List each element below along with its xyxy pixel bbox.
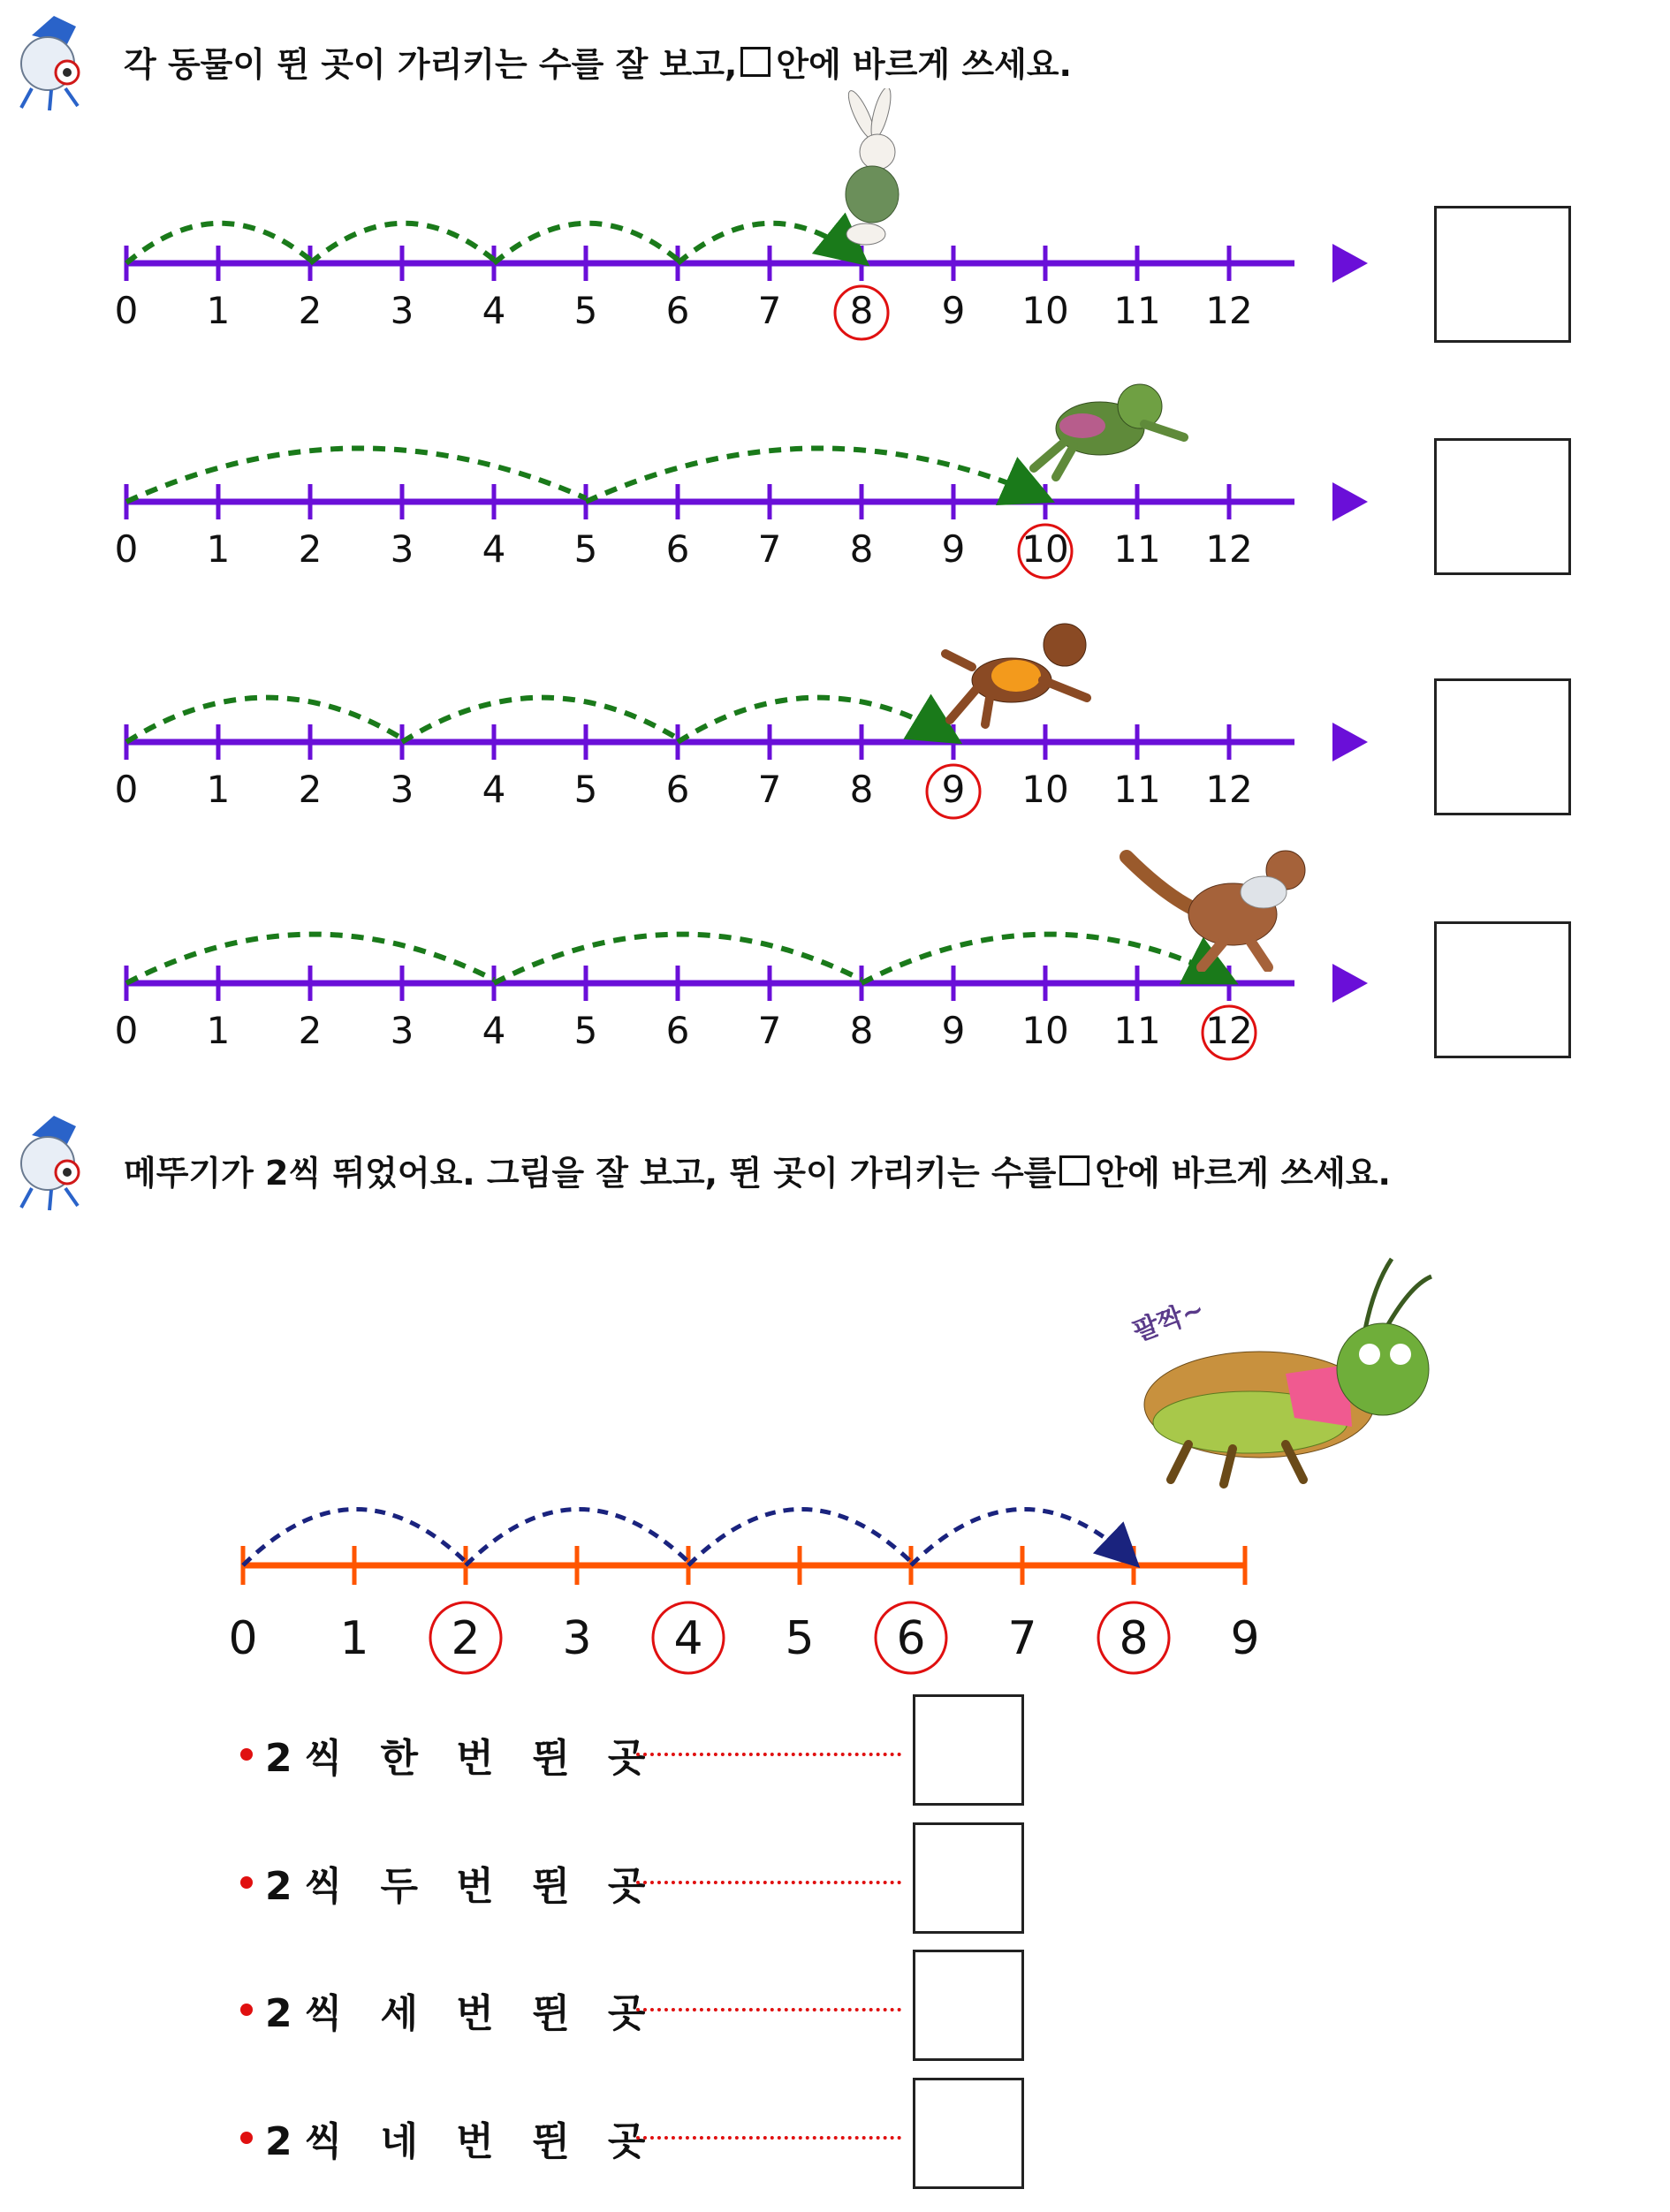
tick-label: 10 <box>1021 768 1069 811</box>
tick-label: 2 <box>298 527 323 571</box>
jump-arc <box>586 448 1045 502</box>
arrow-icon <box>1332 964 1368 1003</box>
tick-label: 12 <box>1205 289 1253 332</box>
tick-label: 8 <box>849 1009 874 1052</box>
tick-label: 5 <box>785 1612 815 1665</box>
tick-label: 10 <box>1021 1009 1069 1052</box>
tick-label: 9 <box>1230 1612 1260 1665</box>
bullet-icon <box>240 1748 253 1761</box>
tick-label: 8 <box>849 768 874 811</box>
instruction-2-text-end: 안에 바르게 쓰세요. <box>1095 1154 1391 1193</box>
tick-label: 11 <box>1113 527 1161 571</box>
tick-label: 0 <box>114 768 139 811</box>
sound-effect-text: 팔짝~ <box>1128 1293 1209 1348</box>
tick-label: 8 <box>849 527 874 571</box>
tick-label: 4 <box>482 527 506 571</box>
kangaroo-icon <box>1118 830 1330 972</box>
answer-row-2 <box>240 1854 901 1911</box>
answer-row-4 <box>240 2110 901 2166</box>
answer-row-1 <box>240 1726 901 1783</box>
tick-label: 3 <box>390 768 414 811</box>
tick-label: 7 <box>757 768 782 811</box>
tick-label: 3 <box>390 289 414 332</box>
bullet-icon <box>240 2132 253 2144</box>
rabbit-icon <box>826 88 923 256</box>
tick-label: 1 <box>206 768 231 811</box>
tick-label: 9 <box>941 289 966 332</box>
frog-icon <box>1029 371 1193 481</box>
instruction-2 <box>124 1146 1391 1194</box>
answer-row-label: 2씩 세 번 뛴 곳 <box>265 1991 658 2036</box>
tick-label: 11 <box>1113 289 1161 332</box>
tick-label: 6 <box>665 768 690 811</box>
bullet-icon <box>240 2004 253 2016</box>
answer-row-label: 2씩 한 번 뛴 곳 <box>265 1736 658 1781</box>
tick-label: 5 <box>573 1009 598 1052</box>
tick-label: 0 <box>114 1009 139 1052</box>
tick-label: 11 <box>1113 768 1161 811</box>
tick-label: 2 <box>298 768 323 811</box>
dotted-leader <box>636 2008 901 2011</box>
tick-label: 5 <box>573 289 598 332</box>
tick-label: 4 <box>482 289 506 332</box>
dotted-leader <box>636 2136 901 2140</box>
answer-box-2c[interactable] <box>913 1950 1024 2061</box>
arrow-icon <box>1332 244 1368 283</box>
jump-arc <box>126 448 586 502</box>
tick-label: 11 <box>1113 1009 1161 1052</box>
answer-box-2d[interactable] <box>913 2078 1024 2189</box>
tick-label: 1 <box>206 289 231 332</box>
jump-arc <box>402 698 678 742</box>
tick-label: 3 <box>390 1009 414 1052</box>
tick-label: 5 <box>573 768 598 811</box>
tick-label: 9 <box>941 1009 966 1052</box>
tick-label: 0 <box>228 1612 258 1665</box>
jump-arc <box>126 698 402 742</box>
tick-label: 3 <box>562 1612 592 1665</box>
tick-label: 12 <box>1205 1009 1253 1052</box>
mascot-icon-2 <box>5 1109 90 1215</box>
tick-label: 0 <box>114 289 139 332</box>
answer-row-label: 2씩 네 번 뛴 곳 <box>265 2119 658 2164</box>
tick-label: 6 <box>665 289 690 332</box>
tick-label: 7 <box>757 289 782 332</box>
tick-label: 4 <box>482 1009 506 1052</box>
tick-label: 1 <box>206 1009 231 1052</box>
tick-label: 6 <box>665 1009 690 1052</box>
dotted-leader <box>636 1753 901 1756</box>
tick-label: 1 <box>339 1612 369 1665</box>
instruction-1-text: 각 동물이 뛴 곳이 가리키는 수를 잘 보고, <box>124 45 738 84</box>
tick-label: 9 <box>941 527 966 571</box>
tick-label: 12 <box>1205 527 1253 571</box>
tick-label: 7 <box>757 527 782 571</box>
tick-label: 6 <box>665 527 690 571</box>
instruction-1-text-end: 안에 바르게 쓰세요. <box>776 45 1072 84</box>
tick-label: 6 <box>896 1612 926 1665</box>
tick-label: 7 <box>1007 1612 1037 1665</box>
instruction-box-icon-2 <box>1059 1155 1089 1186</box>
instruction-2-text: 메뚜기가 2씩 뛰었어요. 그림을 잘 보고, 뛴 곳이 가리키는 수를 <box>124 1154 1057 1193</box>
tick-label: 3 <box>390 527 414 571</box>
arrow-icon <box>1332 482 1368 521</box>
dotted-leader <box>636 1881 901 1884</box>
tick-label: 8 <box>849 289 874 332</box>
answer-box-4[interactable] <box>1434 921 1571 1058</box>
tick-label: 2 <box>451 1612 481 1665</box>
tick-label: 5 <box>573 527 598 571</box>
tick-label: 10 <box>1021 527 1069 571</box>
tick-label: 12 <box>1205 768 1253 811</box>
arrow-icon <box>1332 723 1368 761</box>
answer-row-label: 2씩 두 번 뛴 곳 <box>265 1864 658 1909</box>
answer-box-2a[interactable] <box>913 1694 1024 1806</box>
answer-box-2[interactable] <box>1434 438 1571 575</box>
tick-label: 4 <box>673 1612 703 1665</box>
tick-label: 9 <box>941 768 966 811</box>
tick-label: 2 <box>298 1009 323 1052</box>
bullet-icon <box>240 1876 253 1889</box>
tick-label: 7 <box>757 1009 782 1052</box>
dog-icon <box>941 614 1100 729</box>
answer-row-3 <box>240 1981 901 2038</box>
tick-label: 1 <box>206 527 231 571</box>
tick-label: 10 <box>1021 289 1069 332</box>
tick-label: 2 <box>298 289 323 332</box>
answer-box-3[interactable] <box>1434 678 1571 815</box>
jump-arc <box>678 698 953 742</box>
tick-label: 0 <box>114 527 139 571</box>
tick-label: 4 <box>482 768 506 811</box>
answer-box-2b[interactable] <box>913 1822 1024 1934</box>
answer-box-1[interactable] <box>1434 206 1571 343</box>
tick-label: 8 <box>1119 1612 1149 1665</box>
